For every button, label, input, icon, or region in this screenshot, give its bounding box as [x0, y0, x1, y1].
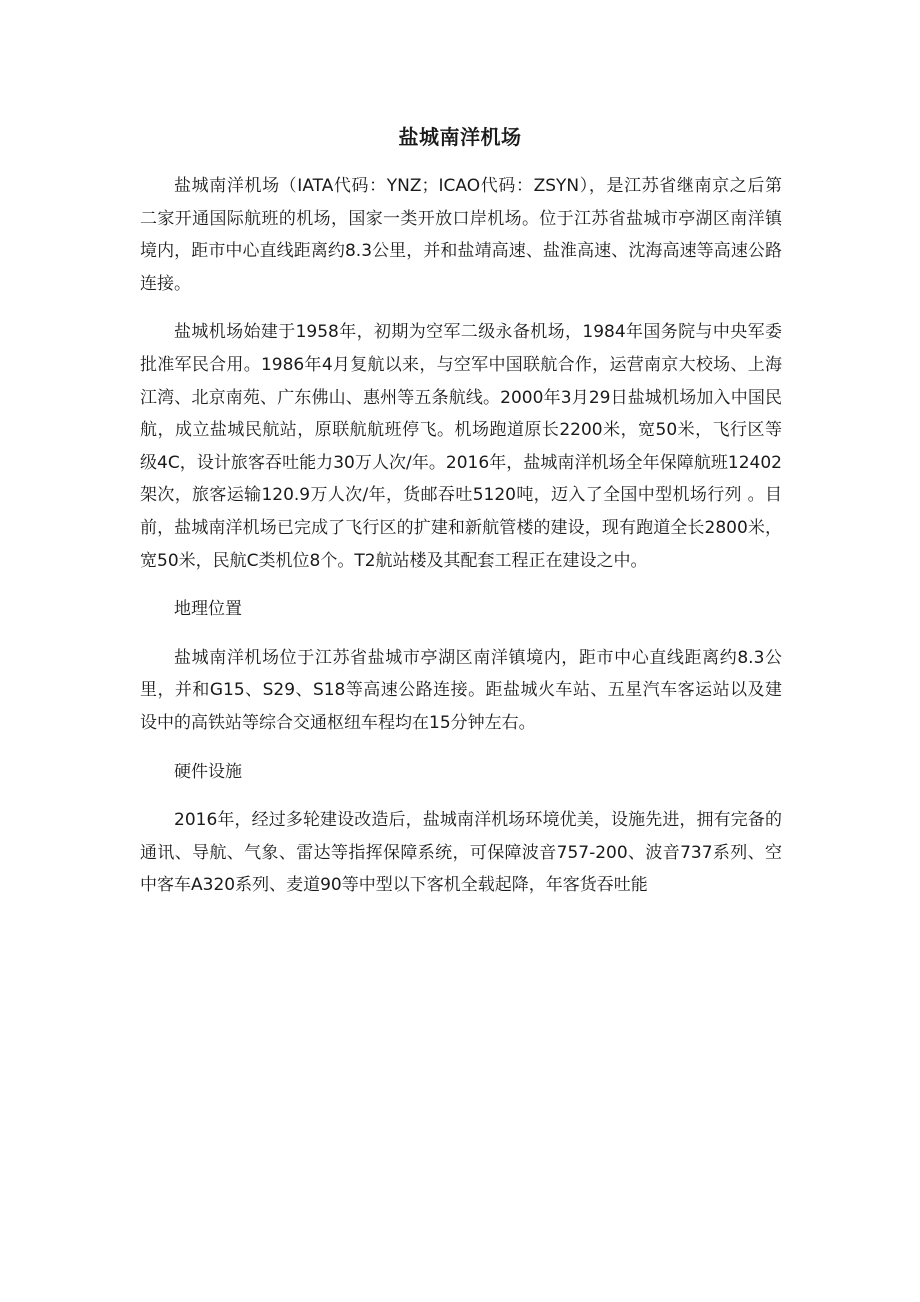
- facilities-paragraph: 2016年，经过多轮建设改造后，盐城南洋机场环境优美，设施先进，拥有完备的通讯、导航、气象、雷达等指挥保障系统，可保障波音757-200、波音737系列、空中客车A320系列、麦道90等中型以下客机全载起降，年客货吞吐能: [140, 810, 782, 896]
- facilities-heading: 硬件设施: [174, 761, 242, 782]
- document-title: 盐城南洋机场: [398, 125, 522, 149]
- history-paragraph: 盐城机场始建于1958年，初期为空军二级永备机场，1984年国务院与中央军委批准军民合用。1986年4月复航以来，与空军中国联航合作，运营南京大校场、上海江湾、北京南苑、广东佛山、惠州等五条航线。2000年3月29日盐城机场加入中国民航，成立盐城民航站，原联航航班停飞。机场跑道原长2200米，宽50米，飞行区等级4C，设计旅客吞吐能力30万人次/年。2016年，盐城南洋机场全年保障航班12402架次，旅客运输120.9万人次/年，货邮吞吐5120吨，迈入了全国中型机场行列 。目前，盐城南洋机场已完成了飞行区的扩建和新航管楼的建设，现有跑道全长2800米，宽50米，民航C类机位8个。T2航站楼及其配套工程正在建设之中。: [140, 322, 782, 571]
- intro-paragraph: 盐城南洋机场（IATA代码：YNZ；ICAO代码：ZSYN），是江苏省继南京之后第二家开通国际航班的机场，国家一类开放口岸机场。位于江苏省盐城市亭湖区南洋镇境内，距市中心直线距离约8.3公里，并和盐靖高速、盐淮高速、沈海高速等高速公路连接。: [140, 176, 782, 294]
- location-paragraph: 盐城南洋机场位于江苏省盐城市亭湖区南洋镇境内，距市中心直线距离约8.3公里，并和G15、S29、S18等高速公路连接。距盐城火车站、五星汽车客运站以及建设中的高铁站等综合交通枢纽车程均在15分钟左右。: [140, 647, 782, 733]
- document-body: [140, 170, 782, 902]
- location-heading: 地理位置: [174, 599, 242, 620]
